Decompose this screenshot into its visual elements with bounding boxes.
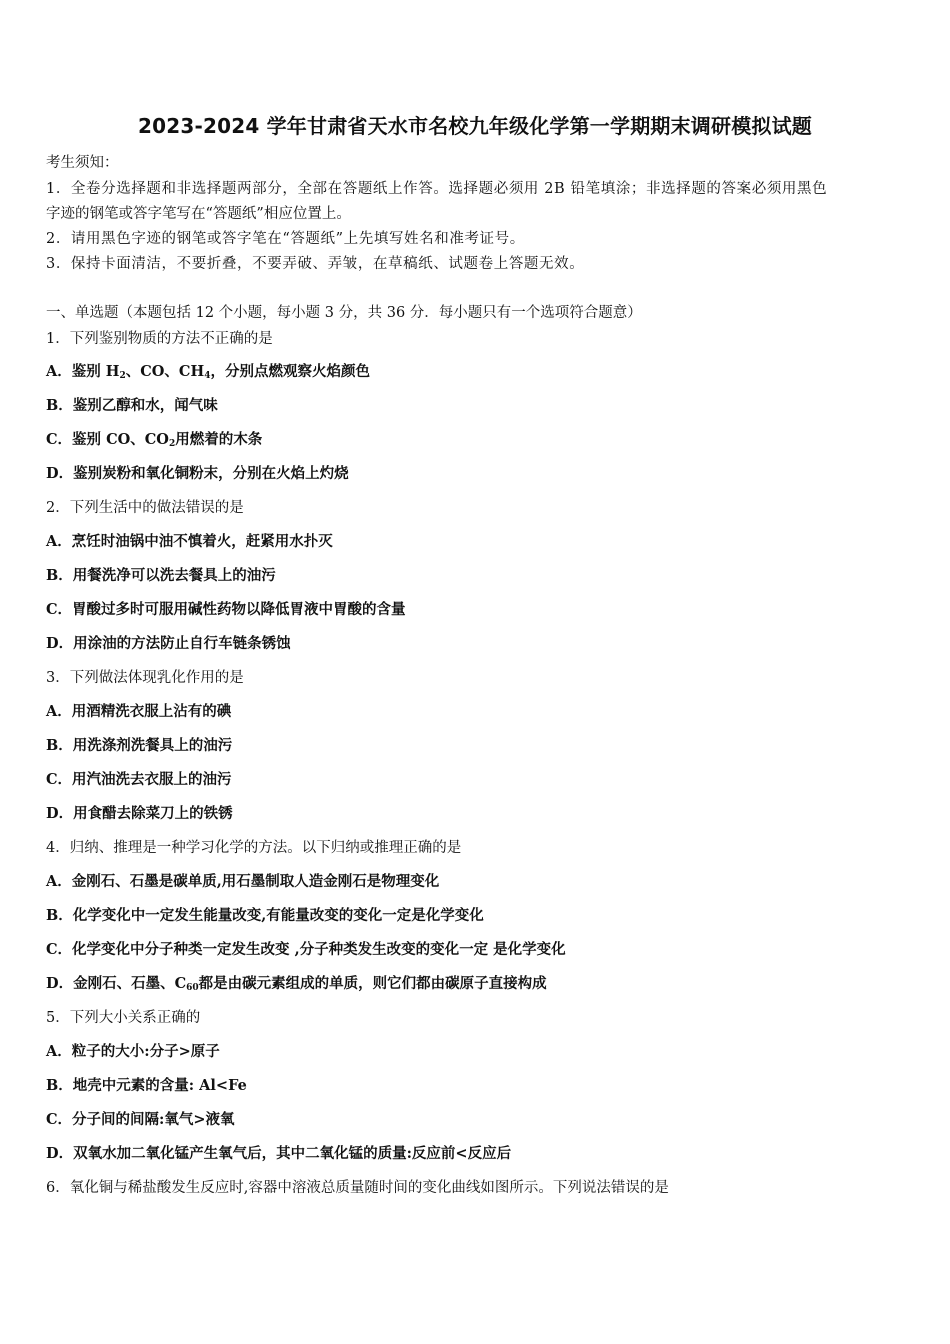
notice-item-1-line-1: 1．全卷分选择题和非选择题两部分，全部在答题纸上作答。选择题必须用 2B 铅笔填涂；非选择题的答案必须用黑色: [46, 181, 828, 197]
question-5-option-d: D．双氧水加二氧化锰产生氧气后，其中二氧化锰的质量:反应前<反应后: [46, 1145, 512, 1162]
question-3-option-a: A．用酒精洗衣服上沾有的碘: [46, 703, 232, 720]
notice-item-2: 2．请用黑色字迹的钢笔或答字笔在“答题纸”上先填写姓名和准考证号。: [46, 231, 525, 247]
question-1-option-c: C．鉴别 CO、$CO_2$用燃着的木条: [46, 431, 263, 449]
question-4-option-b: B．化学变化中一定发生能量改变,有能量改变的变化一定是化学变化: [46, 907, 484, 924]
question-5-option-b: B．地壳中元素的含量: Al<Fe: [46, 1077, 247, 1094]
question-4-option-d: D．金刚石、石墨、$C_{60}$都是由碳元素组成的单质，则它们都由碳原子直接构成: [46, 975, 547, 993]
question-2-option-a: A．烹饪时油锅中油不慎着火，赶紧用水扑灭: [46, 533, 333, 550]
question-1-option-a: A．鉴别 $H_2$、CO、$CH_4$，分别点燃观察火焰颜色: [46, 363, 370, 381]
question-4-option-a: A．金刚石、石墨是碳单质,用石墨制取人造金刚石是物理变化: [46, 873, 440, 890]
question-2-stem: 2．下列生活中的做法错误的是: [46, 500, 244, 516]
question-3-option-d: D．用食醋去除菜刀上的铁锈: [46, 805, 233, 822]
question-1-option-d: D．鉴别炭粉和氧化铜粉末，分别在火焰上灼烧: [46, 465, 349, 482]
question-1-option-b: B．鉴别乙醇和水，闻气味: [46, 397, 218, 414]
section-heading: 一、单选题（本题包括 12 个小题，每小题 3 分，共 36 分．每小题只有一个选项符合题意）: [46, 305, 642, 321]
question-2-option-c: C．胃酸过多时可服用碱性药物以降低胃液中胃酸的含量: [46, 601, 406, 618]
notice-item-3: 3．保持卡面清洁，不要折叠，不要弄破、弄皱，在草稿纸、试题卷上答题无效。: [46, 256, 585, 272]
notice-item-1-line-2: 字迹的钢笔或答字笔写在“答题纸”相应位置上。: [46, 206, 351, 222]
notice-heading: 考生须知：: [46, 155, 119, 171]
question-3-option-c: C．用汽油洗去衣服上的油污: [46, 771, 232, 788]
question-2-option-b: B．用餐洗净可以洗去餐具上的油污: [46, 567, 276, 584]
question-5-option-c: C．分子间的间隔:氧气>液氧: [46, 1111, 235, 1128]
question-5-stem: 5．下列大小关系正确的: [46, 1010, 201, 1026]
question-5-option-a: A．粒子的大小:分子>原子: [46, 1043, 220, 1060]
question-6-stem: 6．氧化铜与稀盐酸发生反应时,容器中溶液总质量随时间的变化曲线如图所示。下列说法错误的是: [46, 1180, 669, 1196]
question-3-stem: 3．下列做法体现乳化作用的是: [46, 670, 244, 686]
question-3-option-b: B．用洗涤剂洗餐具上的油污: [46, 737, 233, 754]
question-4-stem: 4．归纳、推理是一种学习化学的方法。以下归纳或推理正确的是: [46, 840, 462, 856]
question-2-option-d: D．用涂油的方法防止自行车链条锈蚀: [46, 635, 291, 652]
page-title: 2023-2024 学年甘肃省天水市名校九年级化学第一学期期末调研模拟试题: [138, 114, 812, 138]
question-1-stem: 1．下列鉴别物质的方法不正确的是: [46, 331, 273, 347]
question-4-option-c: C．化学变化中分子种类一定发生改变 ,分子种类发生改变的变化一定 是化学变化: [46, 941, 566, 958]
